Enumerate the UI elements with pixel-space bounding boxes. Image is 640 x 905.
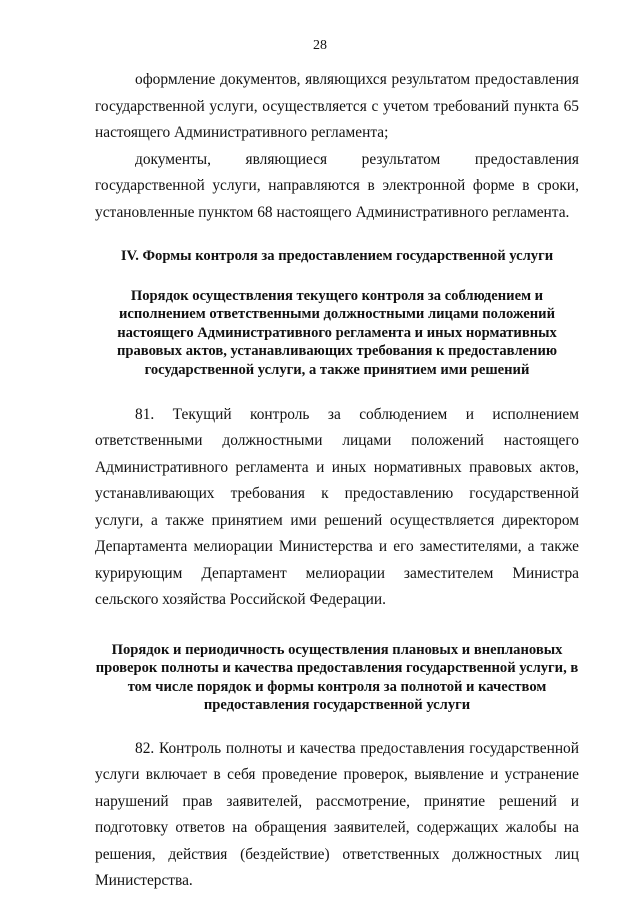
page-number: 28 <box>313 38 327 53</box>
subsection-current-control-title: Порядок осуществления текущего контроля за соблюдением и исполнением ответственными должностными лицами положений настоящего Административного регламента и иных нормативных правовых актов, устанавливающих требования к предоставлению государственной услуги, а также принятием ими решений <box>116 287 558 378</box>
paragraph-82: 82. Контроль полноты и качества предоставления государственной услуги включает в себя проведение проверок, выявление и устранение нарушений прав заявителей, рассмотрение, принятие решений и подготовку ответов на обращения заявителей, содержащих жалобы на решения, действия (бездействие) ответственных должностных лиц Министерства. <box>95 739 579 890</box>
paragraph-registration: оформление документов, являющихся результатом предоставления государственной услуги, осуществляется с учетом требований пункта 65 настоящего Административного регламента; <box>95 71 579 141</box>
paragraph-81: 81. Текущий контроль за соблюдением и исполнением ответственными должностными лицами положений настоящего Административного регламента и иных нормативных правовых актов, устанавливающих требования к предоставлению государственной услуги, а также принятием ими решений осуществляется директором Департамента мелиорации Министерства и его заместителями, а также курирующим Департамент мелиорации заместителем Министра сельского хозяйства Российской Федерации. <box>95 405 579 609</box>
paragraph-electronic-delivery: документы, являющиеся результатом предоставления государственной услуги, направляются в электронной форме в сроки, установленные пунктом 68 настоящего Административного регламента. <box>95 150 579 221</box>
document-body <box>95 67 579 895</box>
subsection-inspections-title: Порядок и периодичность осуществления плановых и внеплановых проверок полноты и качества предоставления государственной услуги, в том числе порядок и формы контроля за полнотой и качеством предоставления государственной услуги <box>95 641 579 714</box>
section-title: IV. Формы контроля за предоставлением государственной услуги <box>120 248 554 264</box>
